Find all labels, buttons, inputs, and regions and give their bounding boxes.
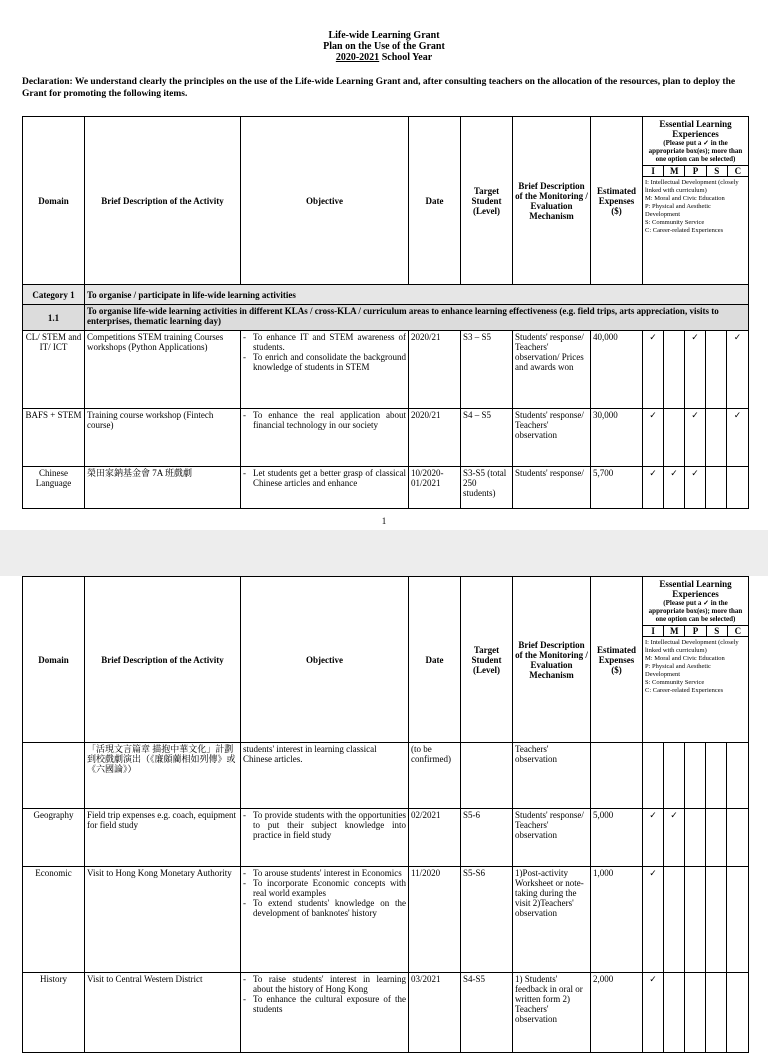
objective-item: - To enhance the cultural exposure of the students <box>243 994 406 1014</box>
row-monitoring: 1) Students' feedback in oral or written form 2) Teachers' observation <box>513 973 591 1053</box>
row-target: S3 – S5 <box>461 331 513 409</box>
objective-item: - To enhance IT and STEM awareness of students. <box>243 332 406 352</box>
ele-legend <box>643 177 748 237</box>
legend-s: S: Community Service <box>645 219 705 226</box>
legend-p: P: Physical and Aesthetic Development <box>645 203 711 218</box>
header-date-2: Date <box>409 577 461 743</box>
activity-rows-page-1 <box>23 331 749 509</box>
tick-i: ✓ <box>643 809 664 867</box>
tick-m: ✓ <box>664 467 685 509</box>
tick-p <box>685 867 706 973</box>
tick-i: ✓ <box>643 331 664 409</box>
header-date: Date <box>409 117 461 285</box>
cont-objective: students' interest in learning classical Chinese articles. <box>241 743 409 809</box>
ele-letter-c-2: C <box>734 626 742 636</box>
row-description: Training course workshop (Fintech course) <box>85 409 241 467</box>
tick-i: ✓ <box>643 409 664 467</box>
row-date: 02/2021 <box>409 809 461 867</box>
tick-p <box>685 809 706 867</box>
ele-title: Essential Learning Experiences <box>659 119 732 139</box>
row-description: 榮田家鈉基金會 7A 班戲劇 <box>85 467 241 509</box>
header-objective: Objective <box>241 117 409 285</box>
ele-letter-m-2: M <box>664 626 685 636</box>
header-row <box>23 117 749 285</box>
header-monitoring: Brief Description of the Monitoring / Evaluation Mechanism <box>513 117 591 285</box>
tick-m: ✓ <box>664 809 685 867</box>
header-expenses: Estimated Expenses ($) <box>591 117 643 285</box>
row-domain: BAFS + STEM <box>23 409 85 467</box>
cont-tick-s <box>706 743 727 809</box>
ele-letter-p-2: P <box>685 626 706 636</box>
tick-m <box>664 331 685 409</box>
ele-letter-s-2: S <box>707 626 728 636</box>
row-date: 03/2021 <box>409 973 461 1053</box>
objective-item: - To arouse students' interest in Economics <box>243 868 406 878</box>
row-expenses: 5,700 <box>591 467 643 509</box>
header-target-2: Target Student (Level) <box>461 577 513 743</box>
document-title: Life-wide Learning Grant <box>328 30 440 41</box>
row-target: S4 – S5 <box>461 409 513 467</box>
legend-i-2: I: Intellectual Development (closely linked with curriculum) <box>645 639 739 654</box>
row-objective <box>241 809 409 867</box>
row-target: S5-S6 <box>461 867 513 973</box>
tick-s <box>706 409 727 467</box>
ele-note: (Please put a ✓ in the appropriate box(es); more than one option can be selected) <box>648 139 743 163</box>
row-objective <box>241 331 409 409</box>
objective-list <box>243 868 406 918</box>
header-description: Brief Description of the Activity <box>85 117 241 285</box>
row-domain: CL/ STEM and IT/ ICT <box>23 331 85 409</box>
legend-m: M: Moral and Civic Education <box>645 195 725 202</box>
header-expenses-2: Estimated Expenses ($) <box>591 577 643 743</box>
grant-table-page-1 <box>22 116 749 509</box>
cont-domain <box>23 743 85 809</box>
row-objective <box>241 467 409 509</box>
row-domain: History <box>23 973 85 1053</box>
header-domain: Domain <box>23 117 85 285</box>
legend-c-2: C: Career-related Experiences <box>645 687 724 694</box>
objective-item: - To enhance the real application about financial technology in our society <box>243 410 406 430</box>
row-expenses: 5,000 <box>591 809 643 867</box>
ele-letter-m: M <box>664 166 685 176</box>
header-monitoring-2: Brief Description of the Monitoring / Evaluation Mechanism <box>513 577 591 743</box>
row-domain: Chinese Language <box>23 467 85 509</box>
cont-tick-i <box>643 743 664 809</box>
activity-row <box>23 331 749 409</box>
tick-c <box>727 973 749 1053</box>
tick-c: ✓ <box>727 409 749 467</box>
row-monitoring: Students' response/ Teachers' observation/ Prices and awards won <box>513 331 591 409</box>
declaration: Declaration: We understand clearly the principles on the use of the Life-wide Learning Grant and, after consulting teachers on the allocation of the resources, plan to deploy the Grant for promoting the following items. <box>22 77 736 99</box>
row-target: S4-S5 <box>461 973 513 1053</box>
header-description-2: Brief Description of the Activity <box>85 577 241 743</box>
page-number: 1 <box>381 516 387 526</box>
row-target: S3-S5 (total 250 students) <box>461 467 513 509</box>
cont-expenses <box>591 743 643 809</box>
cont-target <box>461 743 513 809</box>
row-description: Competitions STEM training Courses workshops (Python Applications) <box>85 331 241 409</box>
objective-item: - To raise students' interest in learning about the history of Hong Kong <box>243 974 406 994</box>
tick-m <box>664 409 685 467</box>
row-date: 2020/21 <box>409 409 461 467</box>
cont-tick-m <box>664 743 685 809</box>
tick-s <box>706 467 727 509</box>
category-row <box>23 285 749 305</box>
tick-p: ✓ <box>685 331 706 409</box>
row-expenses: 1,000 <box>591 867 643 973</box>
row-target: S5-6 <box>461 809 513 867</box>
header-ele-2 <box>643 577 749 743</box>
grant-table-page-2 <box>22 576 749 1053</box>
row-monitoring: Students' response/ <box>513 467 591 509</box>
legend-i: I: Intellectual Development (closely linked with curriculum) <box>645 179 739 194</box>
header-ele <box>643 117 749 285</box>
school-year <box>0 52 768 63</box>
row-objective <box>241 409 409 467</box>
row-date: 2020/21 <box>409 331 461 409</box>
legend-p-2: P: Physical and Aesthetic Development <box>645 663 711 678</box>
row-description: Visit to Central Western District <box>85 973 241 1053</box>
objective-list <box>243 410 406 430</box>
tick-i: ✓ <box>643 867 664 973</box>
objective-item: - To incorporate Economic concepts with real world examples <box>243 878 406 898</box>
row-domain: Economic <box>23 867 85 973</box>
subcategory-row <box>23 305 749 331</box>
cont-tick-p <box>685 743 706 809</box>
header-row-2 <box>23 577 749 743</box>
row-monitoring: Students' response/ Teachers' observation <box>513 809 591 867</box>
tick-m <box>664 973 685 1053</box>
legend-s-2: S: Community Service <box>645 679 705 686</box>
activity-row <box>23 467 749 509</box>
tick-m <box>664 867 685 973</box>
activity-row <box>23 409 749 467</box>
page-break <box>0 530 768 576</box>
objective-item: - To enrich and consolidate the background knowledge of students in STEM <box>243 352 406 372</box>
objective-list <box>243 810 406 840</box>
objective-item: - Let students get a better grasp of classical Chinese articles and enhance <box>243 468 406 488</box>
ele-letter-c: C <box>734 166 742 176</box>
ele-letter-s: S <box>707 166 728 176</box>
ele-letter-i: I <box>643 166 664 176</box>
subcategory-text: To organise life-wide learning activities in different KLAs / cross-KLA / curriculum areas to enhance learning effectiveness (e.g. field trips, arts appreciation, visits to enterprises, thematic learning day) <box>85 305 749 331</box>
cont-tick-c <box>727 743 749 809</box>
row-date: 11/2020 <box>409 867 461 973</box>
activity-row <box>23 867 749 973</box>
row-expenses: 30,000 <box>591 409 643 467</box>
objective-list <box>243 468 406 488</box>
ele-title-2: Essential Learning Experiences <box>659 579 732 599</box>
objective-list <box>243 332 406 372</box>
cont-date: (to be confirmed) <box>409 743 461 809</box>
row-description: Field trip expenses e.g. coach, equipment for field study <box>85 809 241 867</box>
row-description: Visit to Hong Kong Monetary Authority <box>85 867 241 973</box>
cont-monitoring: Teachers' observation <box>513 743 591 809</box>
activity-row <box>23 973 749 1053</box>
activity-rows-page-2 <box>23 809 749 1053</box>
activity-row <box>23 809 749 867</box>
tick-p: ✓ <box>685 409 706 467</box>
cont-description: 「活現文言篇章 描抱中華文化」計劃 到校戲劇演出（《廉頗藺相如列傳》或《六國論》） <box>85 743 241 809</box>
row-expenses: 40,000 <box>591 331 643 409</box>
ele-letters <box>643 165 748 177</box>
tick-i: ✓ <box>643 973 664 1053</box>
objective-list <box>243 974 406 1014</box>
ele-letter-i-2: I <box>643 626 664 636</box>
tick-s <box>706 331 727 409</box>
tick-c: ✓ <box>727 331 749 409</box>
objective-item: - To extend students' knowledge on the development of banknotes' history <box>243 898 406 918</box>
tick-p: ✓ <box>685 467 706 509</box>
legend-c: C: Career-related Experiences <box>645 227 724 234</box>
ele-note-2: (Please put a ✓ in the appropriate box(es); more than one option can be selected) <box>648 599 743 623</box>
tick-c <box>727 467 749 509</box>
tick-p <box>685 973 706 1053</box>
school-year-value: 2020-2021 <box>335 52 380 63</box>
ele-letters-2 <box>643 625 748 637</box>
header-domain-2: Domain <box>23 577 85 743</box>
header-objective-2: Objective <box>241 577 409 743</box>
row-expenses: 2,000 <box>591 973 643 1053</box>
document-subtitle: Plan on the Use of the Grant <box>323 41 445 52</box>
tick-i: ✓ <box>643 467 664 509</box>
tick-c <box>727 867 749 973</box>
row-domain: Geography <box>23 809 85 867</box>
school-year-label: School Year <box>381 52 433 63</box>
row-objective <box>241 867 409 973</box>
row-monitoring: Students' response/ Teachers' observation <box>513 409 591 467</box>
header-target: Target Student (Level) <box>461 117 513 285</box>
row-monitoring: 1)Post-activity Worksheet or note-taking during the visit 2)Teachers' observation <box>513 867 591 973</box>
tick-c <box>727 809 749 867</box>
row-date: 10/2020- 01/2021 <box>409 467 461 509</box>
objective-item: - To provide students with the opportunities to put their subject knowledge into practice in field study <box>243 810 406 840</box>
ele-legend-2 <box>643 637 748 697</box>
tick-s <box>706 809 727 867</box>
tick-s <box>706 973 727 1053</box>
category-text: To organise / participate in life-wide learning activities <box>85 285 749 305</box>
ele-letter-p: P <box>685 166 706 176</box>
row-objective <box>241 973 409 1053</box>
subcategory-label: 1.1 <box>23 305 85 331</box>
continued-row <box>23 743 749 809</box>
legend-m-2: M: Moral and Civic Education <box>645 655 725 662</box>
category-label: Category 1 <box>23 285 85 305</box>
tick-s <box>706 867 727 973</box>
